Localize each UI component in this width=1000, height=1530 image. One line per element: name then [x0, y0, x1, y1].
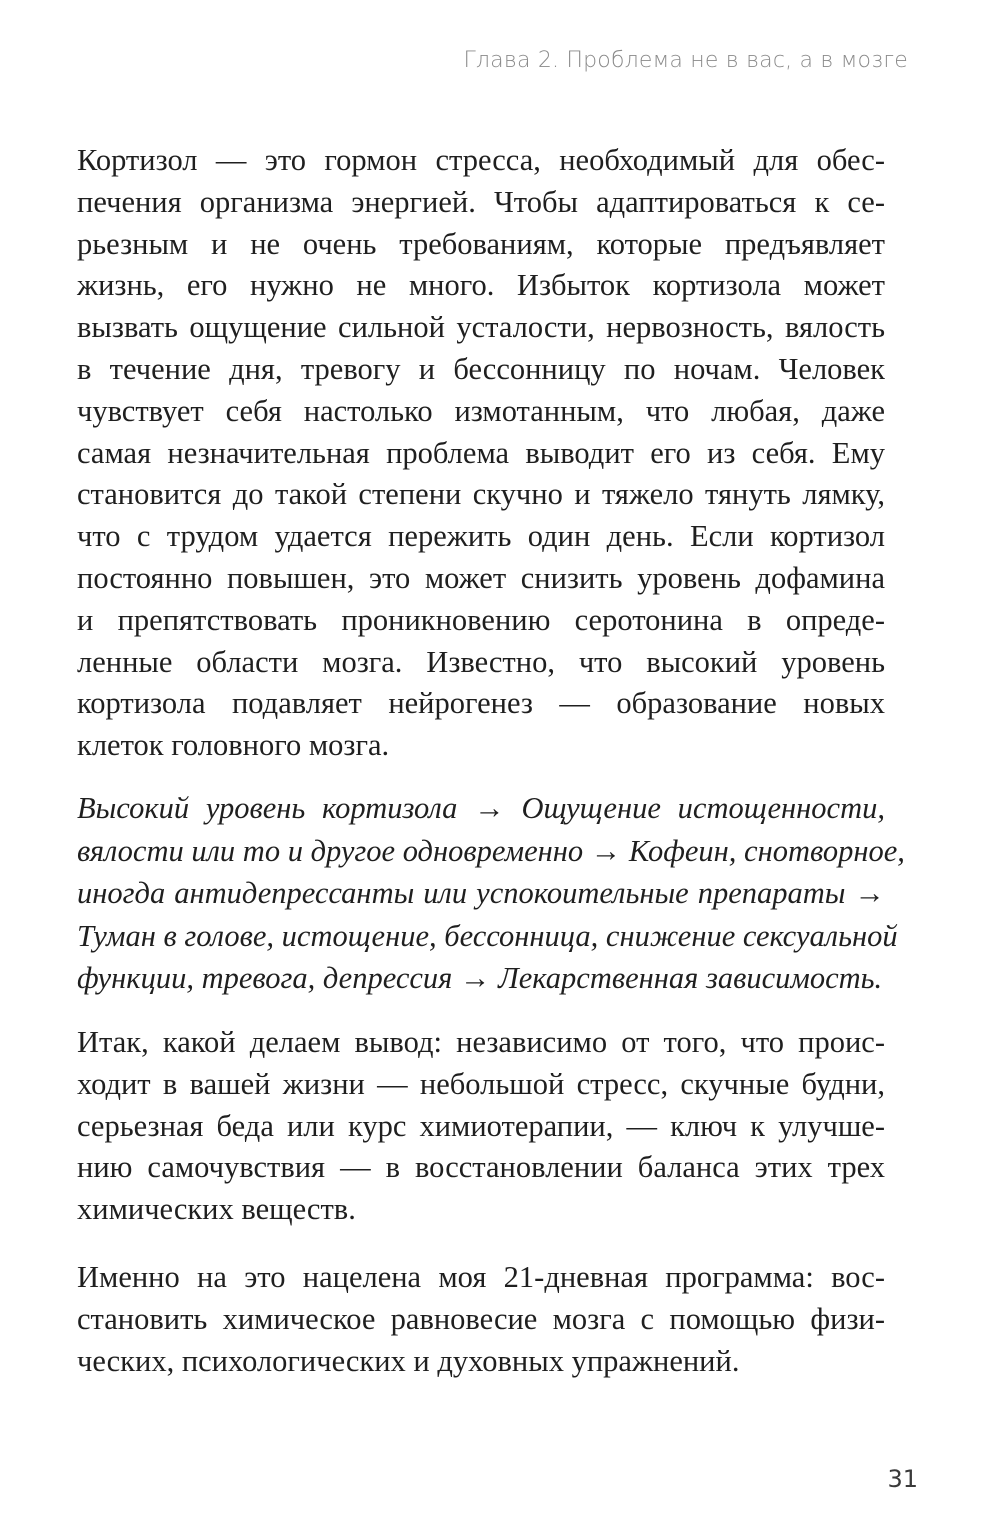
text-line: серьезная беда или курс химиотерапии, — ключ к улучше- — [77, 1108, 885, 1143]
text-line: печения организма энергией. Чтобы адаптироваться к се- — [77, 184, 885, 219]
text-line: постоянно повышен, это может снизить уровень дофамина — [77, 560, 885, 595]
text-line: клеток головного мозга. — [77, 728, 390, 763]
text-line: Итак, какой делаем вывод: независимо от того, что проис- — [77, 1025, 885, 1059]
paragraph-program — [77, 1257, 885, 1382]
text-line: функции, тревога, депрессия → Лекарственная зависимость. — [77, 961, 883, 995]
running-head: Глава 2. Проблема не в вас, а в мозге — [463, 48, 908, 73]
text-line: Высокий уровень кортизола → Ощущение истощенности, — [77, 791, 885, 825]
text-line: вялости или то и другое одновременно → Кофеин, снотворное, — [77, 833, 905, 868]
page-number: 31 — [887, 1465, 918, 1493]
paragraph-cortisol — [77, 140, 885, 767]
text-line: рьезным и не очень требованиям, которые предъявляет — [77, 226, 885, 261]
paragraph-cortisol-chain — [77, 787, 905, 1000]
text-line: химических веществ. — [77, 1192, 356, 1227]
text-line: становится до такой степени скучно и тяжело тянуть лямку, — [77, 477, 885, 512]
text-line: нию самочувствия — в восстановлении баланса этих трех — [77, 1150, 885, 1185]
text-line: самая незначительная проблема выводит его из себя. Ему — [77, 435, 885, 470]
text-line: Туман в голове, истощение, бессонница, снижение сексуальной — [77, 918, 898, 953]
text-line: Именно на это нацелена моя 21-дневная программа: вос- — [77, 1260, 885, 1294]
text-line: в течение дня, тревогу и бессонницу по ночам. Человек — [77, 351, 885, 386]
text-line: Кортизол — это гормон стресса, необходимый для обес- — [77, 143, 885, 177]
text-line: чувствует себя настолько измотанным, что любая, даже — [77, 393, 885, 428]
text-line: ходит в вашей жизни — небольшой стресс, скучные будни, — [77, 1066, 885, 1101]
text-line: ленные области мозга. Известно, что высокий уровень — [77, 644, 885, 679]
text-line: и препятствовать проникновению серотонина в опреде- — [77, 602, 885, 637]
text-line: вызвать ощущение сильной усталости, нервозность, вялость — [77, 310, 885, 345]
text-line: что с трудом удается пережить один день. Если кортизол — [77, 519, 885, 554]
text-line: иногда антидепрессанты или успокоительные препараты → — [77, 876, 885, 910]
text-line: жизнь, его нужно не много. Избыток кортизола может — [77, 268, 885, 303]
text-line: становить химическое равновесие мозга с помощью физи- — [77, 1301, 885, 1336]
text-line: ческих, психологических и духовных упражнений. — [77, 1343, 740, 1378]
text-line: кортизола подавляет нейрогенез — образование новых — [77, 686, 885, 721]
paragraph-conclusion — [77, 1022, 885, 1231]
